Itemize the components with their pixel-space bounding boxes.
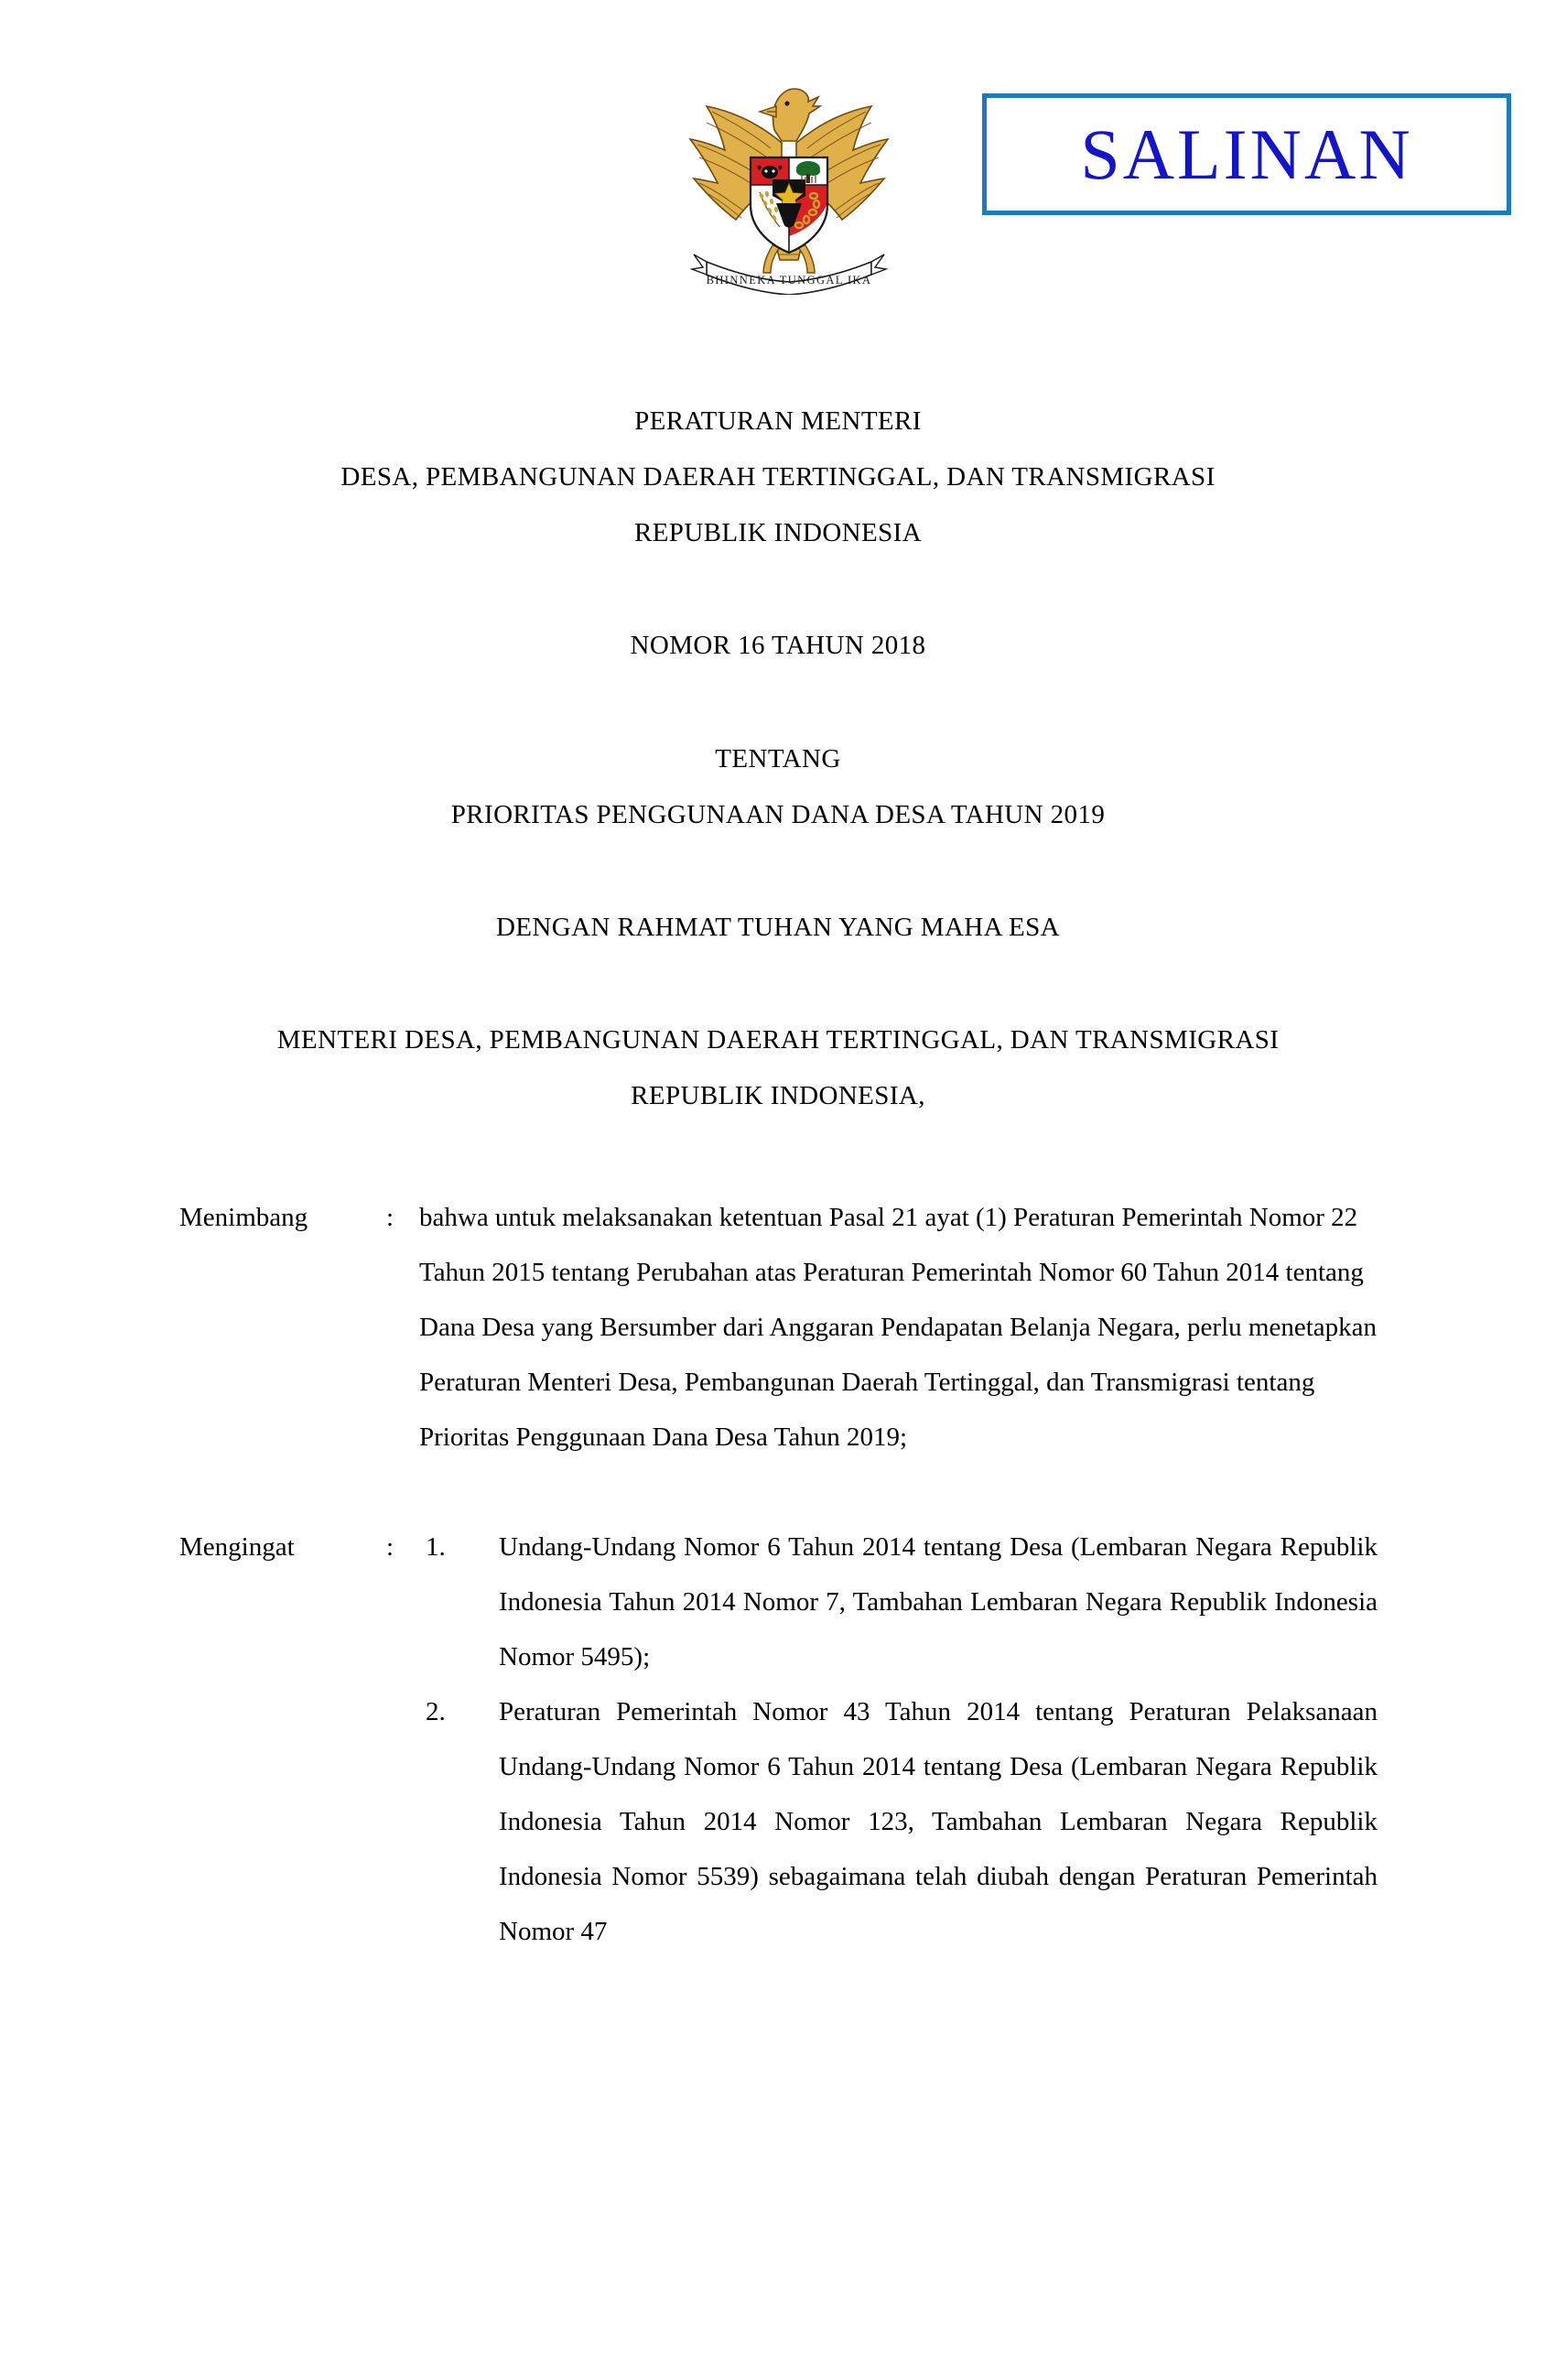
list-item-text bbox=[499, 1520, 1378, 1684]
list-item-marker: 2. bbox=[426, 1697, 446, 1726]
mengingat-colon: : bbox=[386, 1532, 394, 1562]
list-item bbox=[419, 1684, 1378, 1959]
salinan-stamp bbox=[982, 93, 1511, 215]
document-body bbox=[0, 1190, 1556, 1959]
list-item-marker: 1. bbox=[426, 1532, 446, 1562]
menimbang-colon: : bbox=[386, 1203, 394, 1232]
mengingat-clause bbox=[0, 1520, 1556, 1959]
title-gap-3 bbox=[0, 843, 1556, 900]
document-title-block bbox=[0, 394, 1556, 1124]
list-item-paragraph: Undang-Undang Nomor 6 Tahun 2014 tentang Desa (Lembaran Negara Republik Indonesia Tahun 2014 Nomor 7, Tambahan Lembaran Negara Republik Indonesia Nomor 5495); bbox=[499, 1532, 1378, 1671]
list-item bbox=[419, 1520, 1378, 1684]
tentang-label: TENTANG bbox=[715, 744, 841, 774]
garuda-pancasila-emblem bbox=[679, 66, 899, 295]
emblem-motto-text: BHINNEKA TUNGGAL IKA bbox=[706, 274, 872, 287]
title-gap-2 bbox=[0, 674, 1556, 731]
mengingat-label: Mengingat bbox=[179, 1532, 295, 1562]
authority-line-1: MENTERI DESA, PEMBANGUNAN DAERAH TERTINGGAL, DAN TRANSMIGRASI bbox=[276, 1025, 1280, 1055]
title-line-2: DESA, PEMBANGUNAN DAERAH TERTINGGAL, DAN TRANSMIGRASI bbox=[340, 462, 1216, 492]
list-item-paragraph: Peraturan Pemerintah Nomor 43 Tahun 2014 tentang Peraturan Pelaksanaan Undang-Undang Nomor 6 Tahun 2014 tentang Desa (Lembaran Negara Republik Indonesia Tahun 2014 Nomor 123, Tambahan Lembaran Negara Republik Indonesia Nomor 5539) sebagaimana telah diubah dengan Peraturan Pemerintah Nomor 47 bbox=[499, 1697, 1378, 1946]
menimbang-paragraph: bahwa untuk melaksanakan ketentuan Pasal 21 ayat (1) Peraturan Pemerintah Nomor 22 Tahun 2015 tentang Perubahan atas Peraturan Pemerintah Nomor 60 Tahun 2014 tentang Dana Desa yang Bersumber dari Anggaran Pendapatan Belanja Negara, perlu menetapkan Peraturan Menteri Desa, Pembangunan Daerah Tertinggal, dan Transmigrasi tentang Prioritas Penggunaan Dana Desa Tahun 2019; bbox=[419, 1203, 1377, 1452]
menimbang-body bbox=[419, 1190, 1378, 1465]
clause-spacer bbox=[0, 1465, 1556, 1520]
menimbang-label: Menimbang bbox=[179, 1203, 308, 1232]
document-header bbox=[0, 0, 1556, 311]
blessing-line: DENGAN RAHMAT TUHAN YANG MAHA ESA bbox=[495, 913, 1061, 942]
mengingat-list bbox=[419, 1520, 1378, 1959]
authority-line-2: REPUBLIK INDONESIA, bbox=[631, 1081, 925, 1110]
regulation-number: NOMOR 16 TAHUN 2018 bbox=[630, 631, 926, 660]
salinan-label: SALINAN bbox=[1080, 114, 1413, 194]
list-item-text bbox=[499, 1684, 1378, 1959]
title-line-3: REPUBLIK INDONESIA bbox=[633, 518, 923, 547]
title-line-1: PERATURAN MENTERI bbox=[634, 406, 922, 436]
title-gap-1 bbox=[0, 561, 1556, 618]
regulation-subject: PRIORITAS PENGGUNAAN DANA DESA TAHUN 2019 bbox=[450, 800, 1106, 829]
menimbang-clause bbox=[0, 1190, 1556, 1465]
title-gap-4 bbox=[0, 956, 1556, 1012]
